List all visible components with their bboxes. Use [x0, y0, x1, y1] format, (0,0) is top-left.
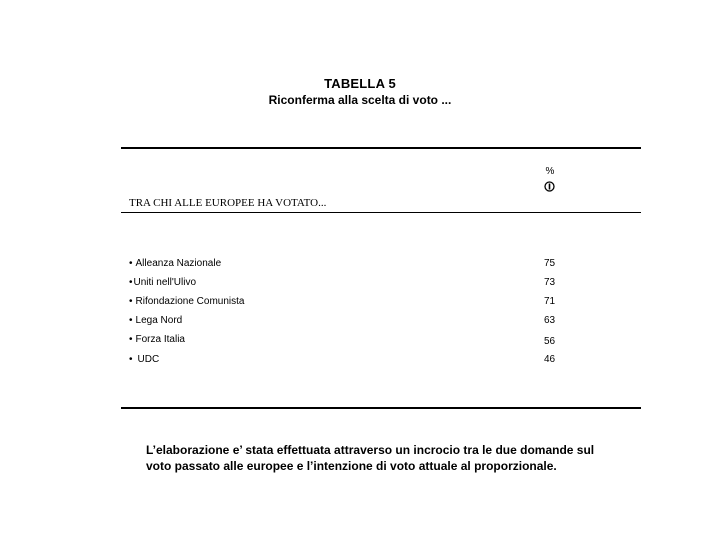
row-value: 63	[544, 315, 556, 326]
row-value: 71	[544, 296, 556, 307]
table-row	[129, 277, 569, 291]
arrow-down-circle-icon	[544, 181, 555, 192]
bullet-icon: •	[129, 296, 133, 307]
section-heading: TRA CHI ALLE EUROPEE HA VOTATO...	[129, 197, 327, 209]
bullet-icon: •	[129, 277, 133, 288]
row-label: • Lega Nord	[129, 315, 183, 326]
table-row	[129, 315, 569, 329]
note-line: L’elaborazione e’ stata effettuata attraverso un incrocio tra le due domande sul	[146, 443, 595, 457]
row-label: • Rifondazione Comunista	[129, 296, 245, 307]
bullet-icon: •	[129, 258, 133, 269]
row-value: 56	[544, 336, 556, 347]
note-line: voto passato alle europee e l’intenzione di voto attuale al proporzionale.	[146, 459, 557, 473]
row-label: • Forza Italia	[129, 334, 185, 345]
row-label: • UDC	[129, 354, 160, 365]
methodology-note	[146, 442, 626, 474]
table-row	[129, 354, 569, 368]
table-subtitle: Riconferma alla scelta di voto ...	[268, 93, 452, 107]
table-row	[129, 258, 569, 272]
percent-column-header: %	[545, 166, 555, 177]
bottom-rule	[121, 407, 641, 409]
bullet-icon: •	[129, 354, 133, 365]
bullet-icon: •	[129, 334, 133, 345]
table-row	[129, 296, 569, 310]
top-rule	[121, 147, 641, 149]
table-row	[129, 334, 569, 348]
bullet-icon: •	[129, 315, 133, 326]
table-title: TABELLA 5	[324, 76, 396, 91]
row-value: 73	[544, 277, 556, 288]
row-value: 46	[544, 354, 556, 365]
row-label: • Alleanza Nazionale	[129, 258, 222, 269]
row-label: •Uniti nell'Ulivo	[129, 277, 197, 288]
header-rule	[121, 212, 641, 213]
row-value: 75	[544, 258, 556, 269]
